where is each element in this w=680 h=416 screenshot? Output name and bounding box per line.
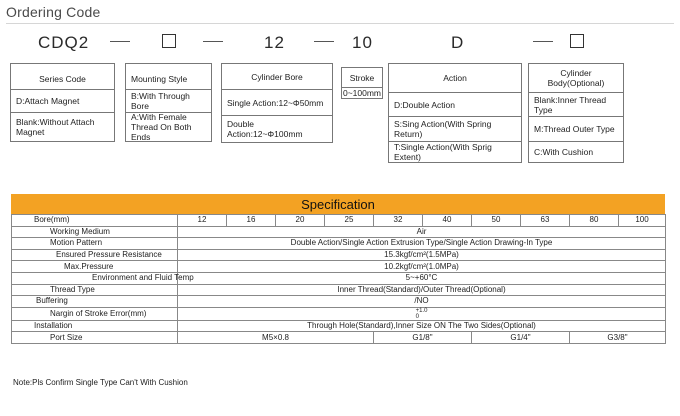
spec-value: 15.3kgf/cm²(1.5MPa) — [178, 249, 666, 261]
spec-value: Double Action/Single Action Extrusion Type/Single Action Drawing-In Type — [178, 238, 666, 250]
body-option: C:With Cushion — [528, 141, 624, 163]
bore-value: 16 — [227, 215, 276, 227]
code-dash — [533, 41, 553, 42]
spec-label: Environment and Fluid Temp — [12, 272, 178, 284]
page-title: Ordering Code — [6, 4, 101, 20]
mounting-style-column — [125, 63, 212, 141]
spec-label: Max.Pressure — [12, 261, 178, 273]
action-option: T:Single Action(With Sprig Extent) — [388, 141, 522, 163]
specification-table — [11, 214, 666, 344]
body-option: Blank:Inner Thread Type — [528, 92, 624, 117]
title-divider — [6, 23, 674, 24]
code-dash — [314, 41, 334, 42]
cylinder-bore-column — [221, 63, 333, 142]
spec-label: Working Medium — [12, 226, 178, 238]
series-option: D:Attach Magnet — [10, 89, 115, 113]
code-action: D — [451, 33, 465, 52]
footnote: Note:Pls Confirm Single Type Can't With Cushion — [13, 378, 188, 387]
mounting-style-header: Mounting Style — [125, 63, 212, 90]
mounting-option: A:With Female Thread On Both Ends — [125, 112, 212, 142]
spec-value: Inner Thread(Standard)/Outer Thread(Optional) — [178, 284, 666, 296]
series-code-header: Series Code — [10, 63, 115, 90]
bore-value: 100 — [619, 215, 666, 227]
bore-label: Bore(mm) — [12, 215, 178, 227]
spec-label: Port Size — [12, 332, 178, 344]
stroke-error-value — [178, 307, 666, 320]
port-value: G1/8" — [374, 332, 472, 344]
tolerance-lower: 0 — [415, 313, 419, 320]
port-size-row — [12, 332, 666, 344]
action-option: S:Sing Action(With Spring Return) — [388, 116, 522, 142]
stroke-error-tolerance — [416, 308, 428, 320]
bore-value: 20 — [276, 215, 325, 227]
code-stroke: 10 — [352, 33, 373, 52]
cylinder-body-header: Cylinder Body(Optional) — [528, 63, 624, 93]
stroke-option: 0~100mm — [342, 88, 382, 98]
series-code-column — [10, 63, 115, 141]
bore-value: 40 — [423, 215, 472, 227]
spec-row — [12, 261, 666, 273]
bore-value: 80 — [570, 215, 619, 227]
port-value: M5×0.8 — [178, 332, 374, 344]
stroke-column — [341, 67, 383, 98]
spec-row — [12, 238, 666, 250]
spec-value: Air — [178, 226, 666, 238]
spec-label: Buffering — [12, 296, 178, 308]
spec-value: 5~+60°C — [178, 272, 666, 284]
spec-row — [12, 249, 666, 261]
code-body-box — [570, 34, 584, 48]
bore-value: 25 — [325, 215, 374, 227]
action-header: Action — [388, 63, 522, 93]
bore-option: Single Action:12~Φ50mm — [221, 89, 333, 116]
port-value: G3/8" — [570, 332, 666, 344]
mounting-option: B:With Through Bore — [125, 89, 212, 113]
bore-value: 50 — [472, 215, 521, 227]
cylinder-body-column — [528, 63, 624, 162]
spec-label: Nargin of Stroke Error(mm) — [12, 307, 178, 320]
spec-label: Ensured Pressure Resistance — [12, 249, 178, 261]
spec-row — [12, 320, 666, 332]
spec-label: Thread Type — [12, 284, 178, 296]
action-column — [388, 63, 522, 162]
action-option: D:Double Action — [388, 92, 522, 117]
code-model: CDQ2 — [38, 33, 90, 52]
spec-row — [12, 296, 666, 308]
code-dash — [110, 41, 130, 42]
code-dash — [203, 41, 223, 42]
port-value: G1/4" — [472, 332, 570, 344]
bore-option: Double Action:12~Φ100mm — [221, 115, 333, 143]
spec-label: Motion Pattern — [12, 238, 178, 250]
stroke-header: Stroke — [341, 67, 383, 88]
body-option: M:Thread Outer Type — [528, 116, 624, 142]
bore-value: 63 — [521, 215, 570, 227]
cylinder-bore-header: Cylinder Bore — [221, 63, 333, 90]
spec-row — [12, 307, 666, 320]
spec-value: Through Hole(Standard),Inner Size ON The Two Sides(Optional) — [178, 320, 666, 332]
spec-value: 10.2kgf/cm²(1.0MPa) — [178, 261, 666, 273]
bore-value: 12 — [178, 215, 227, 227]
tolerance-upper: +1.0 — [415, 307, 428, 314]
code-bore: 12 — [264, 33, 285, 52]
spec-value: /NO — [178, 296, 666, 308]
bore-value: 32 — [374, 215, 423, 227]
bore-row — [12, 215, 666, 227]
specification-title: Specification — [11, 194, 665, 214]
spec-row — [12, 226, 666, 238]
code-mounting-box — [162, 34, 176, 48]
spec-row — [12, 272, 666, 284]
spec-label: Installation — [12, 320, 178, 332]
series-option: Blank:Without Attach Magnet — [10, 112, 115, 142]
spec-row — [12, 284, 666, 296]
